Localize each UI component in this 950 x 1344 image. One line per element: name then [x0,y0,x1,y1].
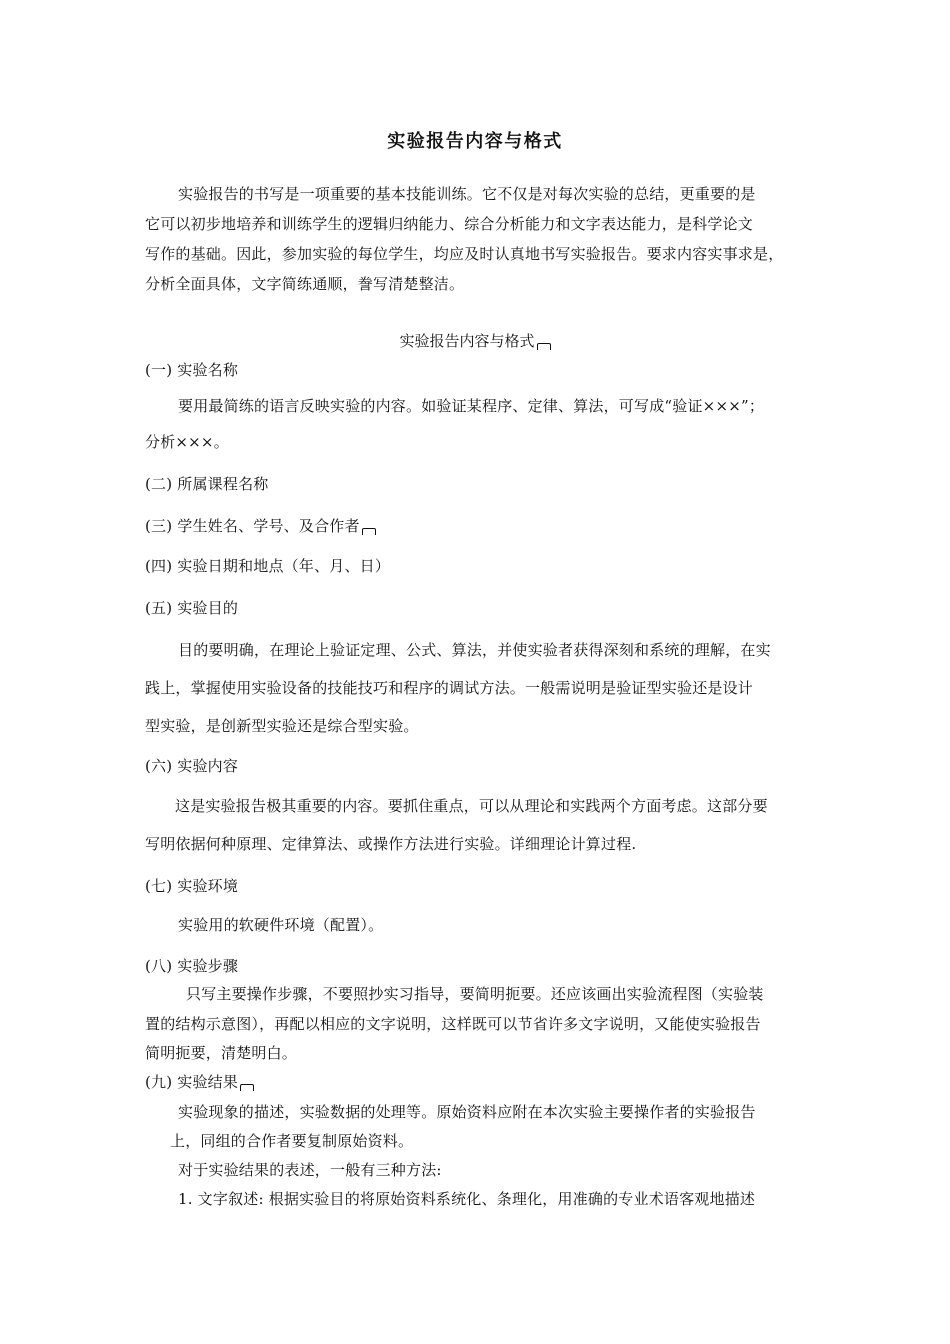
s8-body-line-3: 简明扼要，清楚明白。 [145,1044,298,1062]
s9-body-line-3: 对于实验结果的表述，一般有三种方法: [178,1161,442,1179]
heading-s4: (四) 实验日期和地点（年、月、日） [145,557,391,575]
s9-body-line-2: 上，同组的合作者要复制原始资料。 [170,1132,414,1150]
heading-s1: (一) 实验名称 [145,361,239,379]
heading-s3-row [145,516,376,536]
s8-body-line-1: 只写主要操作步骤，不要照抄实习指导，要简明扼要。还应该画出实验流程图（实验装 [186,985,764,1003]
heading-s8: (八) 实验步骤 [145,957,239,975]
s9-body-line-1: 实验现象的描述，实验数据的处理等。原始资料应附在本次实验主要操作者的实验报告 [178,1103,756,1121]
s9-body-line-4: 1. 文字叙述: 根据实验目的将原始资料系统化、条理化，用准确的专业术语客观地描述 [178,1190,756,1208]
s1-body-line-1: 要用最简练的语言反映实验的内容。如验证某程序、定律、算法，可写成“验证×××”； [178,397,765,415]
intro-line-4: 分析全面具体，文字简练通顺，誊写清楚整洁。 [145,275,465,293]
heading-s9: (九) 实验结果 [145,1073,239,1091]
heading-s7: (七) 实验环境 [145,877,239,895]
section-subtitle [0,331,950,351]
paragraph-mark-icon [537,343,551,350]
s5-body-line-1: 目的要明确，在理论上验证定理、公式、算法，并使实验者获得深刻和系统的理解，在实 [178,641,771,659]
intro-line-3: 写作的基础。因此，参加实验的每位学生，均应及时认真地书写实验报告。要求内容实事求是， [145,245,784,263]
heading-s2: (二) 所属课程名称 [145,475,269,493]
intro-line-1: 实验报告的书写是一项重要的基本技能训练。它不仅是对每次实验的总结，更重要的是 [178,185,756,203]
paragraph-mark-icon [362,528,376,535]
s5-body-line-3: 型实验，是创新型实验还是综合型实验。 [145,717,419,735]
heading-s3: (三) 学生姓名、学号、及合作者 [145,517,360,535]
s5-body-line-2: 践上，掌握使用实验设备的技能技巧和程序的调试方法。一般需说明是验证型实验还是设计 [145,679,754,697]
s6-body-line-1: 这是实验报告极其重要的内容。要抓住重点，可以从理论和实践两个方面考虑。这部分要 [175,797,768,815]
s7-body-line-1: 实验用的软硬件环境（配置）。 [178,916,384,934]
document-title: 实验报告内容与格式 [387,131,563,152]
paragraph-mark-icon [240,1084,254,1091]
heading-s6: (六) 实验内容 [145,757,239,775]
heading-s9-row [145,1072,254,1092]
heading-s5: (五) 实验目的 [145,599,239,617]
intro-line-2: 它可以初步地培养和训练学生的逻辑归纳能力、综合分析能力和文字表达能力，是科学论文 [145,215,754,233]
s6-body-line-2: 写明依据何种原理、定律算法、或操作方法进行实验。详细理论计算过程. [145,835,637,853]
subtitle-text: 实验报告内容与格式 [399,332,535,350]
s1-body-line-2: 分析×××。 [145,433,229,451]
s8-body-line-2: 置的结构示意图），再配以相应的文字说明，这样既可以节省许多文字说明，又能使实验报告 [145,1015,761,1033]
